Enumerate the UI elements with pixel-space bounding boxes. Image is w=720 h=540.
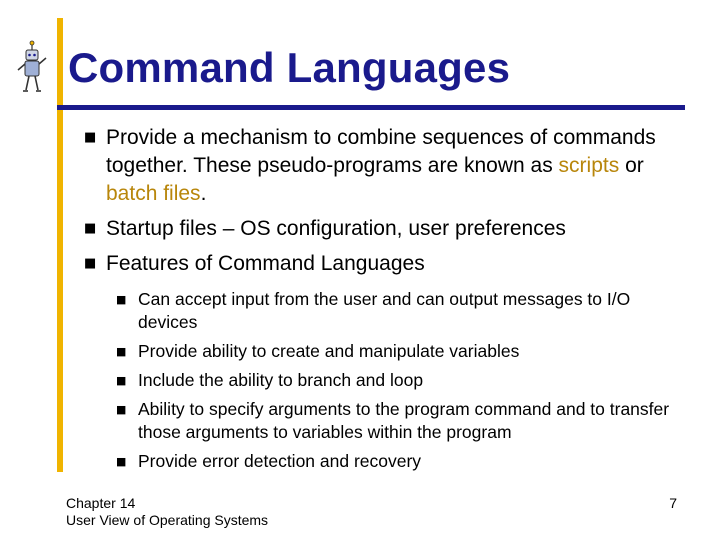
sub-bullet-item [116,450,676,473]
sub-bullet-text: Provide error detection and recovery [138,451,422,471]
bullet-text: or [619,154,644,177]
sub-bullet-item [116,340,676,363]
title-underline [57,105,685,110]
bullet-item [84,215,694,243]
square-bullet-icon: ■ [84,130,97,145]
square-bullet-icon: ■ [84,221,97,236]
bullet-text: Features of Command Languages [106,252,425,275]
bullet-text: Provide a mechanism to combine sequences of commands together. These pseudo-programs are known as [106,126,656,177]
bullet-list [84,124,694,479]
accent-bar [57,18,63,472]
page-number: 7 [669,495,677,511]
footer-info [66,495,268,529]
bullet-text: Startup files – OS configuration, user preferences [106,217,566,240]
square-bullet-icon: ■ [116,403,127,416]
slide-title: Command Languages [68,44,511,91]
sub-bullet-item [116,398,676,444]
footer-chapter: Chapter 14 [66,495,136,511]
square-bullet-icon: ■ [116,374,127,387]
sub-bullet-item [116,288,676,334]
robot-figure-icon [14,40,50,96]
bullet-text: . [200,182,207,205]
highlight-term-batch-files: batch files [106,182,201,205]
square-bullet-icon: ■ [116,293,127,306]
sub-bullet-list [116,288,676,473]
sub-bullet-text: Provide ability to create and manipulate variables [138,341,520,361]
bullet-item [84,124,694,208]
sub-bullet-text: Ability to specify arguments to the program command and to transfer those arguments to variables within the program [138,399,670,442]
square-bullet-icon: ■ [116,345,127,358]
footer-subtitle: User View of Operating Systems [66,512,269,528]
sub-bullet-text: Include the ability to branch and loop [138,370,424,390]
square-bullet-icon: ■ [116,455,127,468]
sub-bullet-text: Can accept input from the user and can output messages to I/O devices [138,289,631,332]
sub-bullet-item [116,369,676,392]
square-bullet-icon: ■ [84,256,97,271]
bullet-item [84,250,694,278]
highlight-term-scripts: scripts [558,154,620,177]
